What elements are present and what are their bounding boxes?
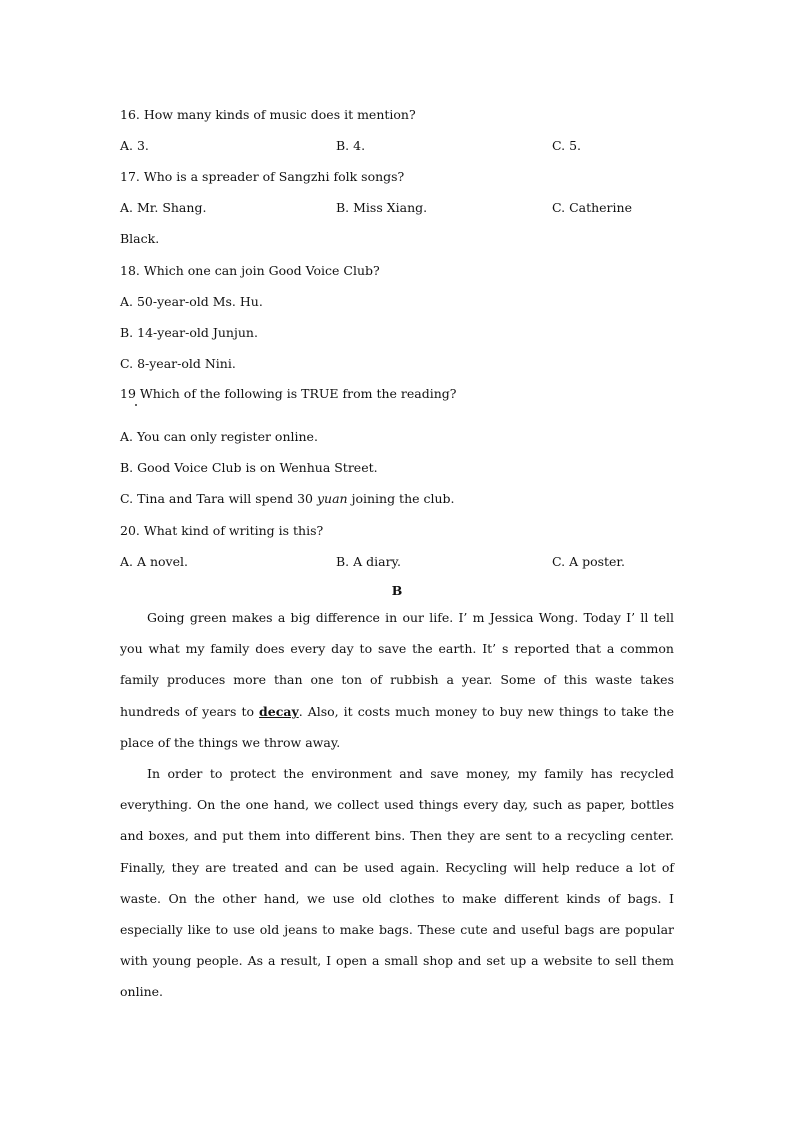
underlined-word: decay — [259, 703, 299, 719]
question-18-option-c: C. 8-year-old Nini. — [120, 356, 236, 371]
question-19-option-c — [120, 491, 455, 507]
option-c-text-end: joining the club. — [347, 491, 455, 506]
italic-yuan: yuan — [316, 491, 348, 506]
option-c-text: C. Tina and Tara will spend 30 — [120, 491, 317, 506]
question-16-stem: 16. How many kinds of music does it mention? — [120, 107, 416, 122]
option-a: A. 3. — [120, 138, 149, 153]
paragraph-1 — [120, 602, 674, 758]
question-18-stem: 18. Which one can join Good Voice Club? — [120, 263, 380, 278]
paragraph-1-text: Going green makes a big difference in our life. I’ m Jessica Wong. Today I’ ll tell you what my family does every day to save the earth. It’ s reported that a common family produces more than one ton of rubbish a year. Some of this waste takes hundreds of years to — [120, 610, 674, 719]
question-18-option-a: A. 50-year-old Ms. Hu. — [120, 294, 263, 309]
question-18-option-b: B. 14-year-old Junjun. — [120, 325, 258, 340]
question-19-option-a: A. You can only register online. — [120, 429, 318, 444]
option-a: A. A novel. — [120, 554, 188, 569]
paragraph-1-text-end: . Also, it costs much money to buy new things to take the place of the things we throw away. — [120, 703, 674, 750]
option-b: B. Miss Xiang. — [336, 200, 428, 215]
option-c: C. Catherine — [552, 200, 632, 215]
question-17-stem: 17. Who is a spreader of Sangzhi folk songs? — [120, 169, 405, 184]
option-c: C. 5. — [552, 138, 581, 153]
option-a: A. Mr. Shang. — [120, 200, 207, 215]
question-19-option-b: B. Good Voice Club is on Wenhua Street. — [120, 460, 378, 475]
option-b: B. 4. — [336, 138, 366, 153]
paragraph-2: In order to protect the environment and save money, my family has recycled everything. On the one hand, we collect used things every day, such as paper, bottles and boxes, and put them into different bins. Then they are sent to a recycling center. Finally, they are treated and can be used again. Recycling will help reduce a lot of waste. On the other hand, we use old clothes to make different kinds of bags. I especially like to use old jeans to make bags. These cute and useful bags are popular with young people. As a result, I open a small shop and set up a website to sell them online. — [120, 766, 674, 1000]
option-c-continued: Black. — [120, 231, 160, 246]
option-c: C. A poster. — [552, 554, 626, 569]
option-b: B. A diary. — [336, 554, 401, 569]
section-heading: B — [391, 583, 403, 598]
question-19-stem: 19 Which of the following is TRUE from the reading? — [120, 386, 457, 401]
question-20-stem: 20. What kind of writing is this? — [120, 523, 324, 538]
stray-dot — [135, 404, 137, 406]
